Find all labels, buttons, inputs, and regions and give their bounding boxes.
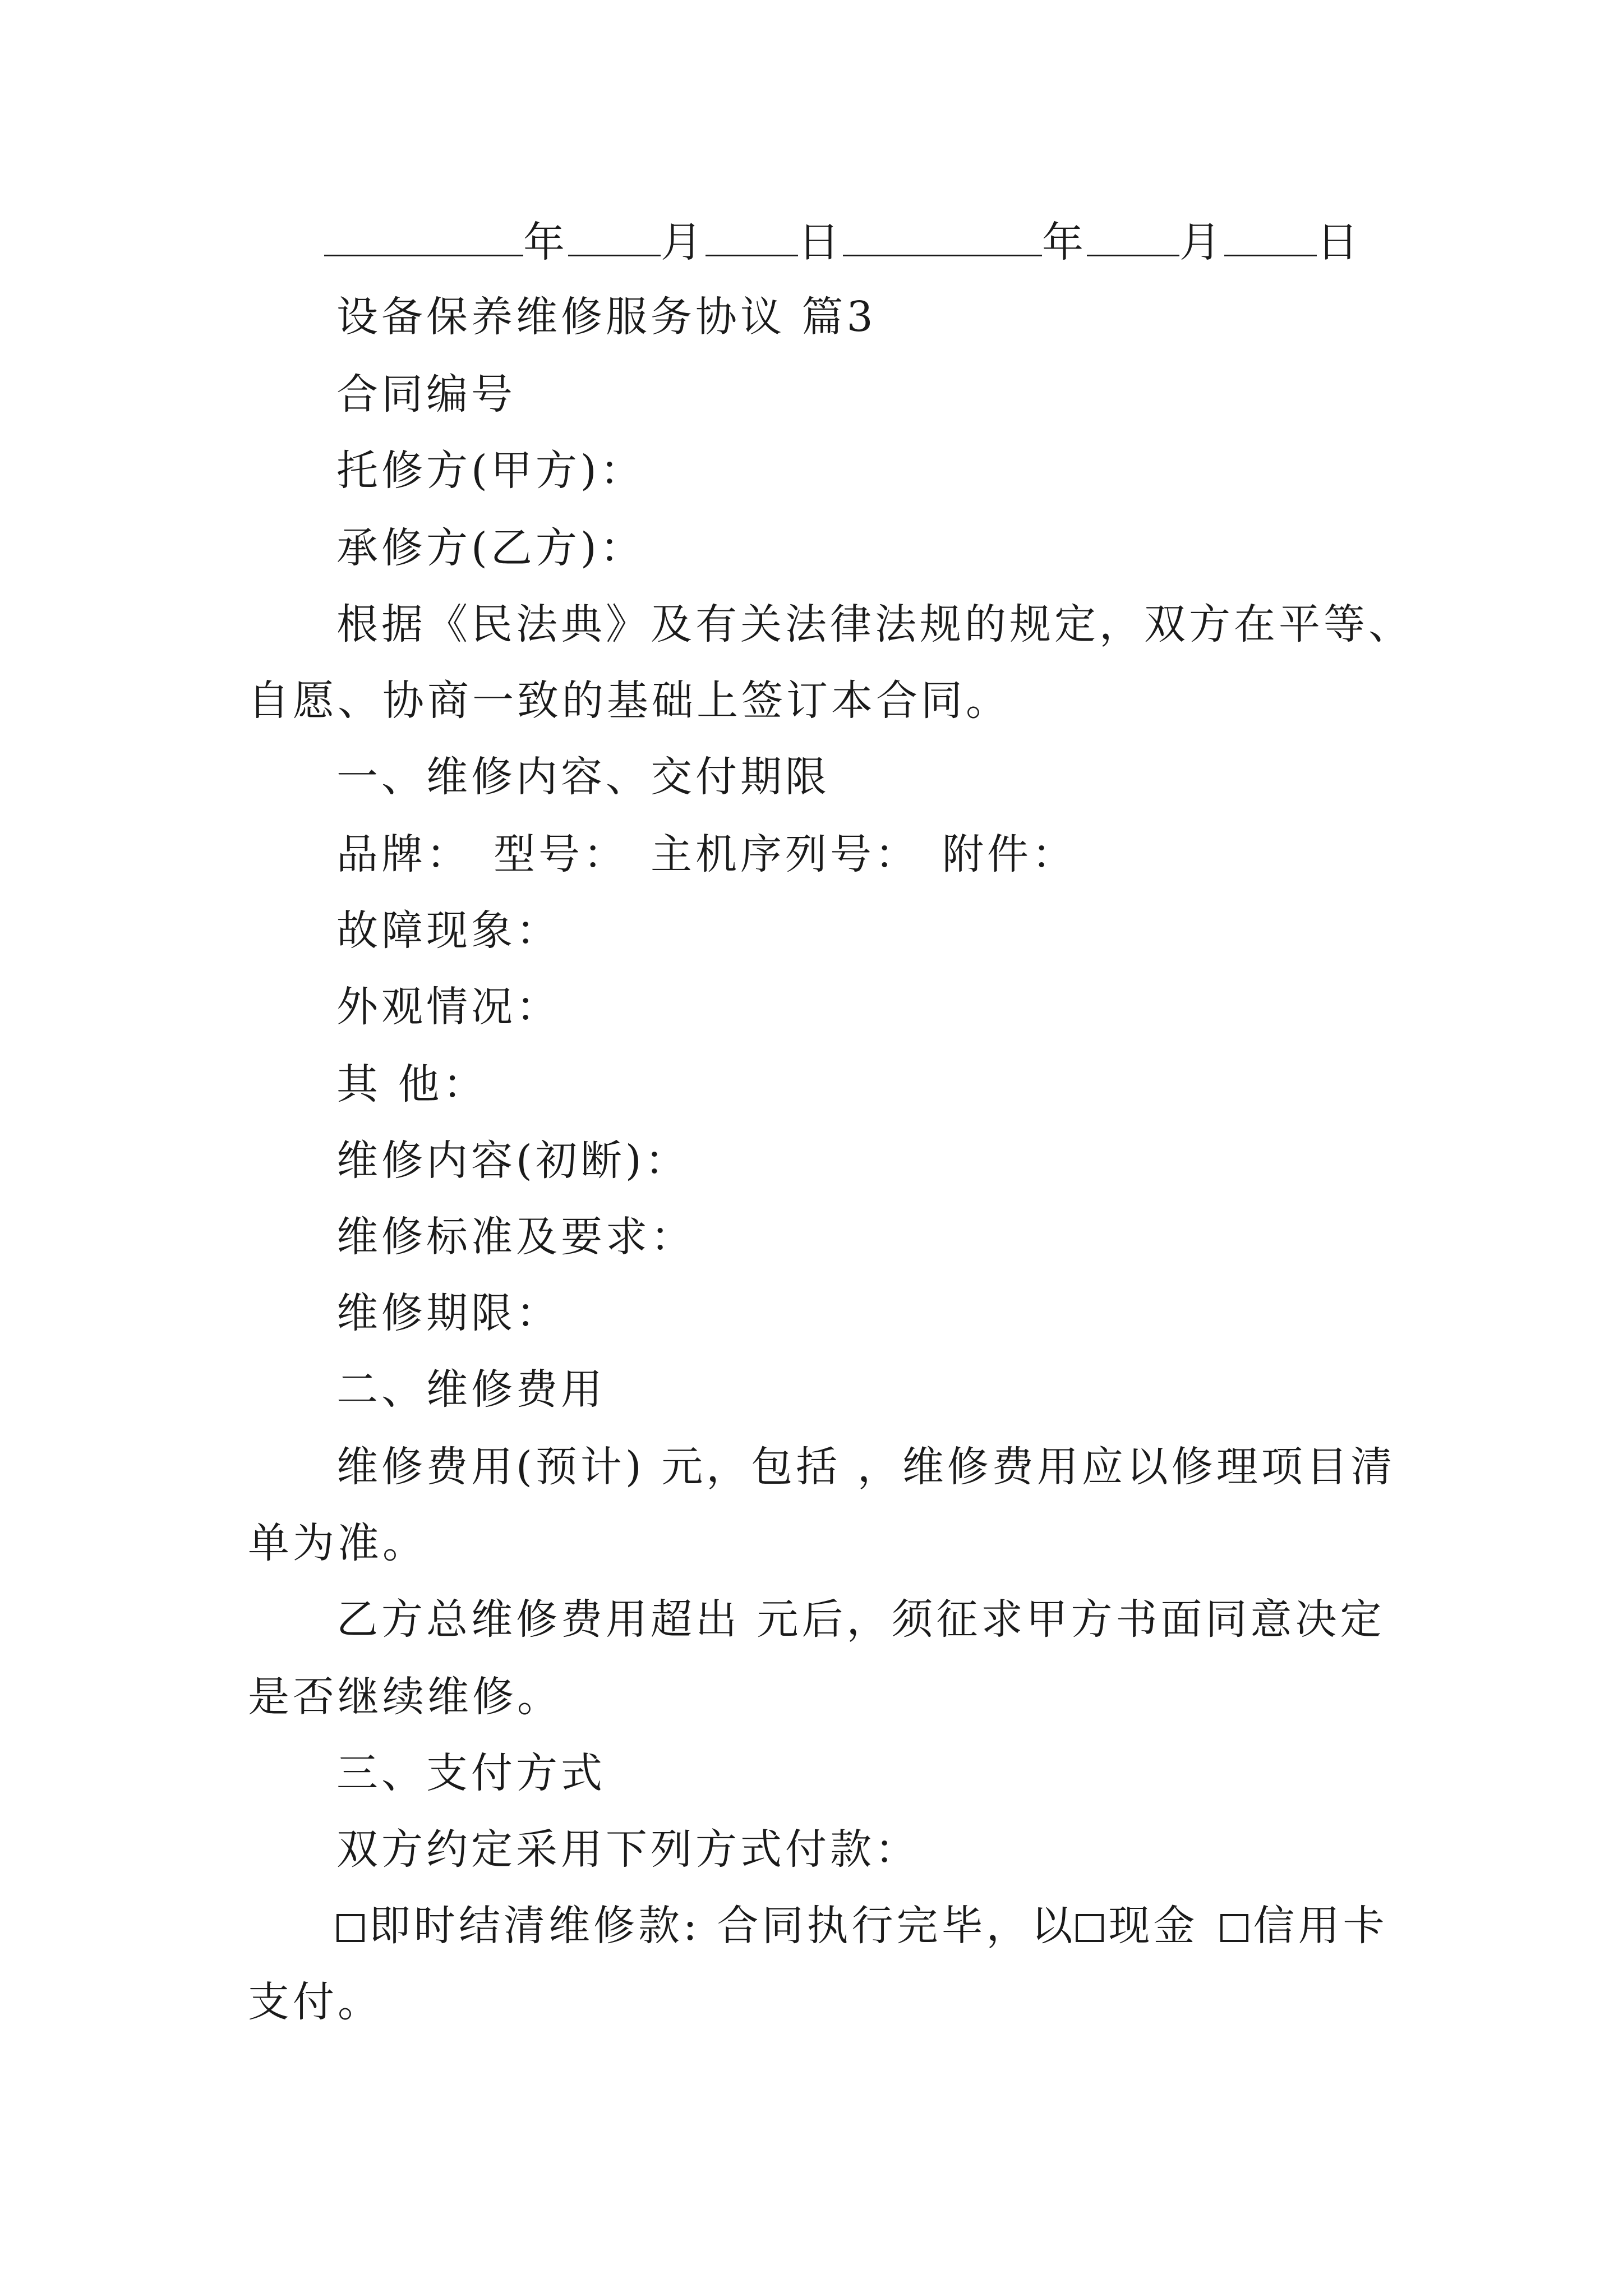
day-label-2: 日 (1317, 218, 1362, 266)
month-blank-2 (1087, 220, 1179, 256)
document-title: 设备保养维修服务协议 篇3 (336, 293, 877, 341)
model-label: 型号： (494, 830, 628, 878)
other-label: 其 他： (336, 1060, 488, 1108)
credit-checkbox[interactable] (1220, 1914, 1248, 1942)
month-label-1: 月 (661, 218, 706, 266)
equipment-fields (336, 830, 1077, 878)
month-label-2: 月 (1179, 218, 1224, 266)
cash-label: 现金 (1108, 1902, 1198, 1950)
year-label-2: 年 (1042, 218, 1087, 266)
section-2-heading: 二、维修费用 (336, 1365, 606, 1414)
repair-period-label: 维修期限： (336, 1289, 561, 1337)
date-line (324, 218, 1362, 266)
payment-intro: 双方约定采用下列方式付款： (336, 1825, 920, 1874)
intro-line-2: 自愿、协商一致的基础上签订本合同。 (248, 677, 1011, 725)
fee-line-2: 单为准。 (248, 1519, 427, 1567)
section-1-heading: 一、维修内容、交付期限 (336, 753, 830, 801)
repair-content-label: 维修内容(初断)： (336, 1137, 690, 1185)
fault-label: 故障现象： (336, 907, 561, 955)
overrun-line-2: 是否继续维修。 (248, 1673, 562, 1721)
appearance-label: 外观情况： (336, 983, 561, 1031)
day-blank-1 (706, 220, 798, 256)
overrun-line-1: 乙方总维修费用超出 元后，须征求甲方书面同意决定 (336, 1595, 1385, 1644)
credit-label: 信用卡 (1253, 1902, 1388, 1950)
day-blank-2 (1224, 220, 1317, 256)
repair-standard-label: 维修标准及要求： (336, 1213, 695, 1261)
party-b: 承修方(乙方)： (336, 524, 645, 572)
section-3-heading: 三、支付方式 (336, 1749, 606, 1797)
year-blank-2 (843, 220, 1042, 256)
payment-option-line (336, 1902, 1388, 1950)
settle-text: 即时结清维修款: 合同执行完毕，以 (369, 1902, 1076, 1950)
party-a: 托修方(甲方)： (336, 447, 645, 495)
cash-checkbox[interactable] (1076, 1914, 1104, 1942)
year-blank-1 (324, 220, 523, 256)
settle-checkbox[interactable] (336, 1914, 365, 1942)
year-label-1: 年 (523, 218, 568, 266)
contract-number: 合同编号 (336, 370, 516, 418)
month-blank-1 (568, 220, 661, 256)
intro-line-1: 根据《民法典》及有关法律法规的规定，双方在平等、 (336, 600, 1413, 648)
accessories-label: 附件： (942, 830, 1077, 878)
serial-label: 主机序列号： (651, 830, 920, 878)
payment-option-line-2: 支付。 (248, 1978, 382, 2026)
brand-label: 品牌： (336, 830, 471, 878)
fee-line-1: 维修费用(预计) 元，包括 ，维修费用应以修理项目清 (336, 1443, 1396, 1491)
day-label-1: 日 (798, 218, 843, 266)
